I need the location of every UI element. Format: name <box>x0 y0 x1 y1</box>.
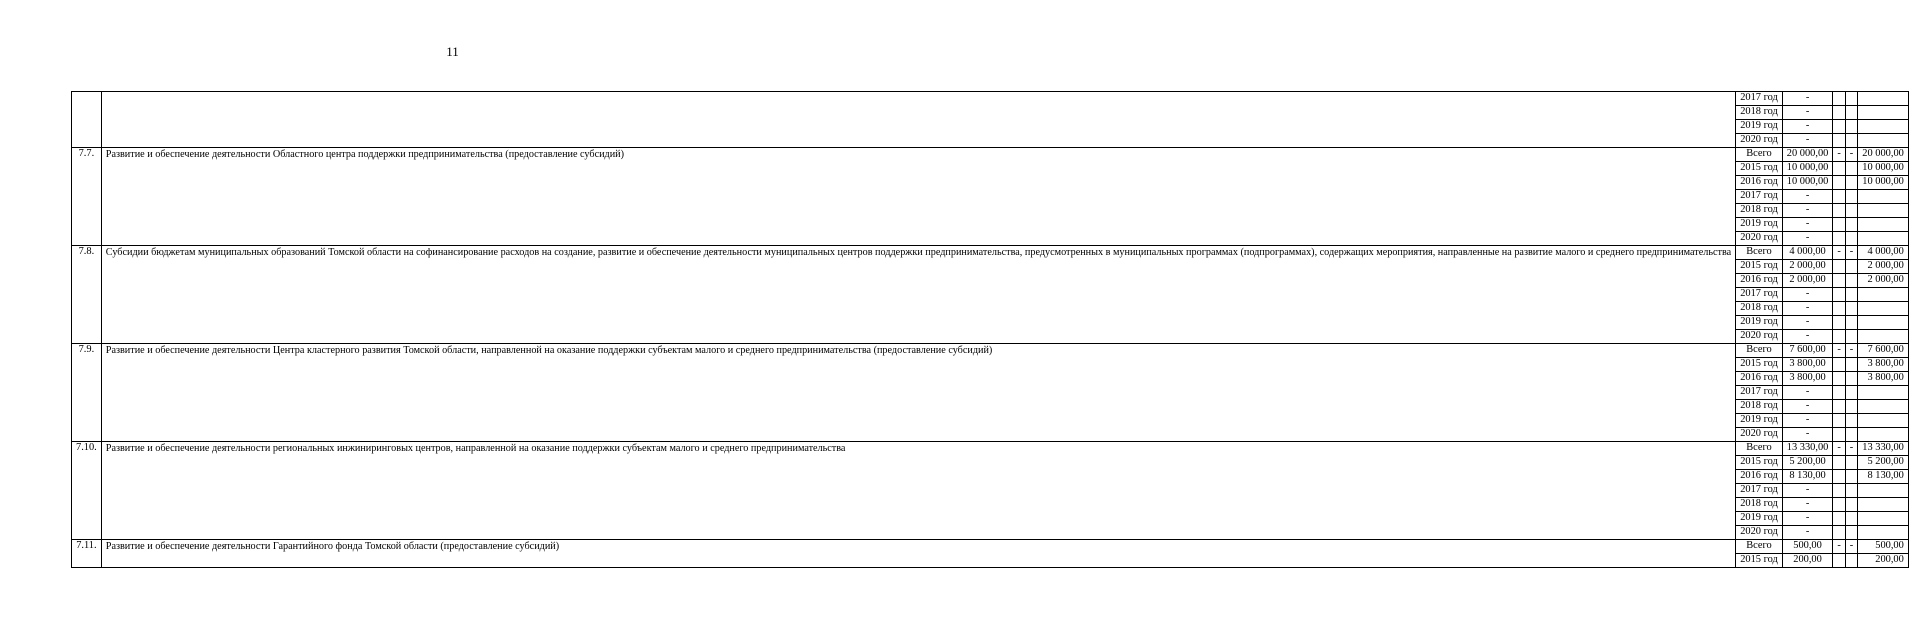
regional-cell: 7 600,00 <box>1858 344 1909 358</box>
total-cell: - <box>1782 288 1833 302</box>
federal-cell <box>1833 484 1845 498</box>
period-cell: 2020 год <box>1736 526 1783 540</box>
period-cell: 2019 год <box>1736 218 1783 232</box>
regional-cell: 10 000,00 <box>1858 176 1909 190</box>
total-cell: - <box>1782 190 1833 204</box>
item-name: Развитие и обеспечение деятельности Областного центра поддержки предпринимательства (предоставление субсидий) <box>101 148 1735 246</box>
regional-cell <box>1858 92 1909 106</box>
total-cell: - <box>1782 106 1833 120</box>
regional-cell: 20 000,00 <box>1858 148 1909 162</box>
local-cell: - <box>1845 442 1857 456</box>
local-cell <box>1845 288 1857 302</box>
federal-cell <box>1833 92 1845 106</box>
table-row <box>72 92 1909 106</box>
item-name <box>101 92 1735 148</box>
local-cell <box>1845 134 1857 148</box>
regional-cell <box>1858 232 1909 246</box>
period-cell: 2018 год <box>1736 106 1783 120</box>
regional-cell <box>1858 414 1909 428</box>
federal-cell <box>1833 526 1845 540</box>
period-cell: 2019 год <box>1736 512 1783 526</box>
federal-cell <box>1833 554 1845 568</box>
regional-cell <box>1858 428 1909 442</box>
federal-cell <box>1833 232 1845 246</box>
federal-cell <box>1833 456 1845 470</box>
federal-cell <box>1833 470 1845 484</box>
federal-cell <box>1833 162 1845 176</box>
local-cell: - <box>1845 148 1857 162</box>
period-cell: 2018 год <box>1736 204 1783 218</box>
regional-cell: 500,00 <box>1858 540 1909 554</box>
item-number: 7.9. <box>72 344 102 442</box>
item-number: 7.7. <box>72 148 102 246</box>
federal-cell <box>1833 204 1845 218</box>
regional-cell: 5 200,00 <box>1858 456 1909 470</box>
period-cell: 2017 год <box>1736 92 1783 106</box>
regional-cell <box>1858 484 1909 498</box>
federal-cell <box>1833 372 1845 386</box>
local-cell <box>1845 316 1857 330</box>
federal-cell: - <box>1833 344 1845 358</box>
period-cell: 2019 год <box>1736 316 1783 330</box>
federal-cell <box>1833 316 1845 330</box>
period-cell: 2020 год <box>1736 232 1783 246</box>
regional-cell <box>1858 106 1909 120</box>
total-cell: - <box>1782 232 1833 246</box>
federal-cell <box>1833 260 1845 274</box>
local-cell <box>1845 498 1857 512</box>
federal-cell <box>1833 274 1845 288</box>
period-cell: 2015 год <box>1736 162 1783 176</box>
total-cell: 20 000,00 <box>1782 148 1833 162</box>
period-cell: 2016 год <box>1736 274 1783 288</box>
period-cell: 2018 год <box>1736 302 1783 316</box>
total-cell: 2 000,00 <box>1782 274 1833 288</box>
local-cell <box>1845 190 1857 204</box>
period-cell: Всего <box>1736 344 1783 358</box>
period-cell: 2018 год <box>1736 498 1783 512</box>
regional-cell: 3 800,00 <box>1858 358 1909 372</box>
total-cell: 5 200,00 <box>1782 456 1833 470</box>
item-number <box>72 92 102 148</box>
table-row <box>72 344 1909 358</box>
period-cell: 2020 год <box>1736 330 1783 344</box>
period-cell: 2017 год <box>1736 484 1783 498</box>
period-cell: 2015 год <box>1736 554 1783 568</box>
federal-cell <box>1833 414 1845 428</box>
period-cell: 2015 год <box>1736 456 1783 470</box>
period-cell: 2019 год <box>1736 120 1783 134</box>
local-cell: - <box>1845 540 1857 554</box>
total-cell: 4 000,00 <box>1782 246 1833 260</box>
local-cell <box>1845 372 1857 386</box>
regional-cell <box>1858 400 1909 414</box>
total-cell: - <box>1782 512 1833 526</box>
table-row <box>72 148 1909 162</box>
local-cell <box>1845 232 1857 246</box>
period-cell: 2018 год <box>1736 400 1783 414</box>
regional-cell <box>1858 288 1909 302</box>
local-cell <box>1845 512 1857 526</box>
table-row <box>72 540 1909 554</box>
regional-cell: 2 000,00 <box>1858 274 1909 288</box>
local-cell <box>1845 176 1857 190</box>
local-cell <box>1845 358 1857 372</box>
federal-cell <box>1833 120 1845 134</box>
federal-cell <box>1833 176 1845 190</box>
regional-cell <box>1858 512 1909 526</box>
regional-cell: 8 130,00 <box>1858 470 1909 484</box>
local-cell <box>1845 414 1857 428</box>
federal-cell: - <box>1833 442 1845 456</box>
total-cell: 3 800,00 <box>1782 358 1833 372</box>
local-cell <box>1845 470 1857 484</box>
item-number: 7.10. <box>72 442 102 540</box>
local-cell <box>1845 92 1857 106</box>
total-cell: - <box>1782 400 1833 414</box>
item-name: Развитие и обеспечение деятельности региональных инжиниринговых центров, направленной на оказание поддержки субъектам малого и среднего предпринимательства <box>101 442 1735 540</box>
regional-cell <box>1858 120 1909 134</box>
item-number: 7.8. <box>72 246 102 344</box>
federal-cell <box>1833 330 1845 344</box>
local-cell <box>1845 260 1857 274</box>
total-cell: 13 330,00 <box>1782 442 1833 456</box>
total-cell: - <box>1782 428 1833 442</box>
regional-cell <box>1858 190 1909 204</box>
local-cell <box>1845 386 1857 400</box>
total-cell: - <box>1782 484 1833 498</box>
total-cell: 200,00 <box>1782 554 1833 568</box>
federal-cell <box>1833 288 1845 302</box>
regional-cell <box>1858 498 1909 512</box>
federal-cell: - <box>1833 148 1845 162</box>
funding-table <box>71 91 1909 568</box>
regional-cell <box>1858 386 1909 400</box>
local-cell: - <box>1845 246 1857 260</box>
regional-cell <box>1858 330 1909 344</box>
total-cell: 3 800,00 <box>1782 372 1833 386</box>
total-cell: - <box>1782 414 1833 428</box>
regional-cell <box>1858 302 1909 316</box>
federal-cell <box>1833 400 1845 414</box>
period-cell: Всего <box>1736 442 1783 456</box>
federal-cell <box>1833 428 1845 442</box>
local-cell <box>1845 274 1857 288</box>
federal-cell <box>1833 512 1845 526</box>
regional-cell: 13 330,00 <box>1858 442 1909 456</box>
federal-cell: - <box>1833 540 1845 554</box>
total-cell: 2 000,00 <box>1782 260 1833 274</box>
federal-cell <box>1833 358 1845 372</box>
item-name: Развитие и обеспечение деятельности Центра кластерного развития Томской области, направленной на оказание поддержки субъектам малого и среднего предпринимательства (предоставление субсидий) <box>101 344 1735 442</box>
item-name: Субсидии бюджетам муниципальных образований Томской области на софинансирование расходов на создание, развитие и обеспечение деятельности муниципальных центров поддержки предпринимательства, предусмотренных в муниципальных программах (подпрограммах), содержащих мероприятия, направленные на развитие малого и среднего предпринимательства <box>101 246 1735 344</box>
local-cell: - <box>1845 344 1857 358</box>
federal-cell <box>1833 134 1845 148</box>
table-row <box>72 442 1909 456</box>
federal-cell <box>1833 498 1845 512</box>
period-cell: Всего <box>1736 148 1783 162</box>
local-cell <box>1845 120 1857 134</box>
federal-cell: - <box>1833 246 1845 260</box>
total-cell: - <box>1782 218 1833 232</box>
table-row <box>72 246 1909 260</box>
total-cell: - <box>1782 498 1833 512</box>
item-name: Развитие и обеспечение деятельности Гарантийного фонда Томской области (предоставление субсидий) <box>101 540 1735 568</box>
regional-cell <box>1858 526 1909 540</box>
regional-cell: 2 000,00 <box>1858 260 1909 274</box>
period-cell: 2019 год <box>1736 414 1783 428</box>
local-cell <box>1845 428 1857 442</box>
local-cell <box>1845 400 1857 414</box>
page-number: 11 <box>446 44 459 59</box>
total-cell: - <box>1782 526 1833 540</box>
period-cell: 2016 год <box>1736 372 1783 386</box>
period-cell: 2015 год <box>1736 358 1783 372</box>
local-cell <box>1845 204 1857 218</box>
regional-cell <box>1858 316 1909 330</box>
regional-cell: 200,00 <box>1858 554 1909 568</box>
regional-cell <box>1858 204 1909 218</box>
local-cell <box>1845 554 1857 568</box>
item-number: 7.11. <box>72 540 102 568</box>
period-cell: 2020 год <box>1736 134 1783 148</box>
regional-cell <box>1858 134 1909 148</box>
federal-cell <box>1833 218 1845 232</box>
period-cell: 2020 год <box>1736 428 1783 442</box>
total-cell: 10 000,00 <box>1782 176 1833 190</box>
local-cell <box>1845 218 1857 232</box>
total-cell: - <box>1782 386 1833 400</box>
period-cell: 2017 год <box>1736 386 1783 400</box>
local-cell <box>1845 302 1857 316</box>
federal-cell <box>1833 386 1845 400</box>
regional-cell: 3 800,00 <box>1858 372 1909 386</box>
total-cell: - <box>1782 330 1833 344</box>
total-cell: - <box>1782 92 1833 106</box>
period-cell: Всего <box>1736 540 1783 554</box>
total-cell: - <box>1782 120 1833 134</box>
period-cell: 2015 год <box>1736 260 1783 274</box>
total-cell: - <box>1782 316 1833 330</box>
period-cell: 2017 год <box>1736 190 1783 204</box>
local-cell <box>1845 330 1857 344</box>
period-cell: 2016 год <box>1736 470 1783 484</box>
total-cell: 8 130,00 <box>1782 470 1833 484</box>
total-cell: - <box>1782 134 1833 148</box>
period-cell: 2017 год <box>1736 288 1783 302</box>
total-cell: 500,00 <box>1782 540 1833 554</box>
federal-cell <box>1833 190 1845 204</box>
total-cell: 10 000,00 <box>1782 162 1833 176</box>
local-cell <box>1845 162 1857 176</box>
local-cell <box>1845 456 1857 470</box>
table-body <box>72 92 1909 568</box>
local-cell <box>1845 106 1857 120</box>
federal-cell <box>1833 302 1845 316</box>
federal-cell <box>1833 106 1845 120</box>
period-cell: 2016 год <box>1736 176 1783 190</box>
regional-cell: 4 000,00 <box>1858 246 1909 260</box>
total-cell: - <box>1782 302 1833 316</box>
period-cell: Всего <box>1736 246 1783 260</box>
local-cell <box>1845 484 1857 498</box>
local-cell <box>1845 526 1857 540</box>
regional-cell: 10 000,00 <box>1858 162 1909 176</box>
total-cell: 7 600,00 <box>1782 344 1833 358</box>
regional-cell <box>1858 218 1909 232</box>
total-cell: - <box>1782 204 1833 218</box>
